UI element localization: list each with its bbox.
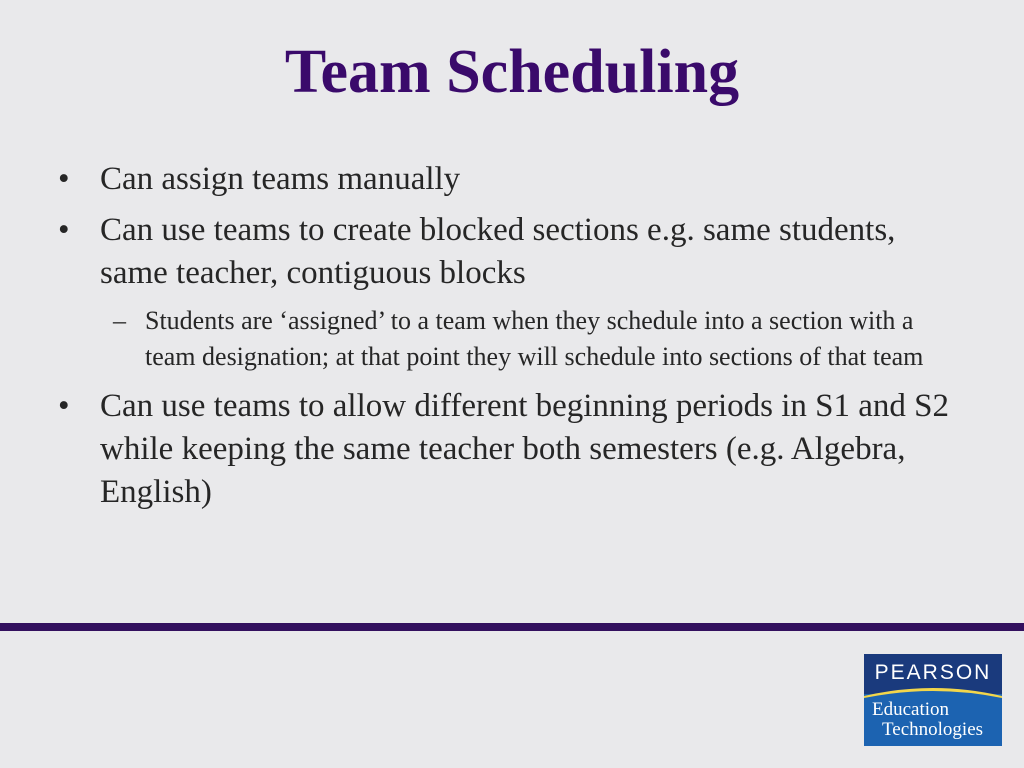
bullet-item: [58, 158, 958, 201]
footer-divider: [0, 623, 1024, 631]
sub-bullet-item: [58, 303, 958, 375]
bullet-marker: •: [58, 212, 70, 248]
slide-title: Team Scheduling: [284, 38, 740, 106]
logo-brand-text: PEARSON: [874, 661, 992, 684]
bullet-text: Can use teams to allow different beginning periods in S1 and S2 while keeping the same teacher both semesters (e.g. Algebra, English): [100, 388, 950, 510]
bullet-item: [58, 385, 958, 514]
bullet-item: [58, 209, 958, 295]
bullet-list: [58, 158, 958, 522]
bullet-marker: •: [58, 161, 70, 197]
pearson-logo: [864, 654, 1002, 746]
bullet-marker: •: [58, 388, 70, 424]
sub-bullet-marker: –: [113, 306, 126, 335]
bullet-text: Can use teams to create blocked sections e.g. same students, same teacher, contiguous blocks: [100, 212, 896, 291]
sub-bullet-text: Students are ‘assigned’ to a team when they schedule into a section with a team designation; at that point they will schedule into sections of that team: [145, 306, 924, 371]
logo-line-education: Education: [872, 699, 950, 720]
logo-line-technologies: Technologies: [882, 719, 984, 740]
bullet-text: Can assign teams manually: [100, 161, 461, 197]
